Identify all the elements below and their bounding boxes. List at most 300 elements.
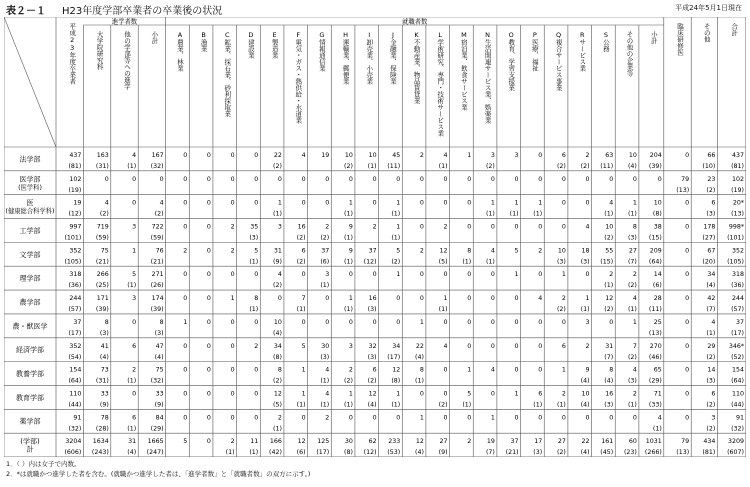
cell-value: 0 — [230, 199, 235, 207]
cell-value: 8 — [277, 366, 282, 374]
column-header: A農業、林業 — [175, 31, 184, 72]
cell-value: 1 — [230, 295, 235, 303]
cell-value: 2 — [443, 223, 448, 231]
cell-value: 3 — [277, 223, 282, 231]
cell-value: 3 — [325, 271, 330, 279]
cell-female-value: (12) — [68, 210, 82, 218]
cell-female-value: (1) — [249, 449, 259, 457]
cell-value: 19 — [321, 152, 330, 160]
cell-value: 27 — [557, 438, 566, 446]
cell-value: 37 — [321, 247, 330, 255]
cell-female-value: (7) — [485, 449, 495, 457]
footnote-1: 1．（ ）内は女子で内数。 — [6, 460, 81, 468]
cell-value: 10 — [273, 318, 282, 326]
cell-value: 346* — [728, 342, 744, 350]
row-label: 薬学部 — [19, 417, 41, 426]
cell-value: 0 — [609, 175, 614, 183]
cell-value: 0 — [538, 152, 543, 160]
cell-female-value: (2) — [154, 210, 164, 218]
cell-value: 0 — [230, 342, 235, 350]
cell-value: 0 — [685, 223, 690, 231]
cell-value: 2 — [585, 342, 590, 350]
cell-female-value: (3) — [604, 401, 614, 409]
cell-value: 14 — [707, 366, 716, 374]
cell-value: 8 — [467, 247, 472, 255]
cell-value: 0 — [183, 175, 188, 183]
cell-value: 0 — [230, 175, 235, 183]
cell-value: 6 — [132, 414, 137, 422]
column-header: P医療、福祉 — [530, 31, 539, 72]
cell-value: 0 — [254, 390, 259, 398]
cell-female-value: (3) — [533, 449, 543, 457]
cell-female-value: (1) — [391, 401, 401, 409]
cell-value: 722 — [151, 223, 164, 231]
cell-value: 4 — [711, 318, 716, 326]
cell-female-value: (2) — [604, 234, 614, 242]
footnotes — [6, 459, 310, 479]
column-header: F電気・ガス・熱供給・水道業 — [294, 31, 303, 124]
cell-value: 79 — [681, 438, 690, 446]
cell-value: 0 — [206, 414, 211, 422]
cell-value: 110 — [69, 390, 82, 398]
cell-value: 2 — [230, 223, 235, 231]
cell-female-value: (105) — [64, 258, 82, 266]
cell-female-value: (46) — [648, 353, 662, 361]
cell-value: 2 — [632, 271, 637, 279]
cell-value: 998* — [728, 223, 744, 231]
cell-value: 0 — [632, 175, 637, 183]
cell-value: 0 — [132, 390, 137, 398]
cell-value: 0 — [206, 152, 211, 160]
cell-value: 6 — [538, 390, 543, 398]
cell-female-value: (4) — [706, 282, 716, 290]
cell-female-value: (17) — [731, 329, 744, 337]
cell-value: 0 — [230, 152, 235, 160]
cell-value: 0 — [159, 175, 164, 183]
cell-value: 4 — [585, 223, 590, 231]
cell-value: 437 — [69, 152, 82, 160]
cell-female-value: (1) — [438, 306, 448, 314]
cell-female-value: (4) — [414, 449, 424, 457]
cell-value: 167 — [151, 152, 164, 160]
cell-value: 0 — [538, 366, 543, 374]
cell-value: 0 — [685, 390, 690, 398]
cell-female-value: (1) — [343, 234, 353, 242]
cell-value: 11 — [250, 438, 259, 446]
cell-female-value: (2) — [485, 162, 495, 170]
cell-female-value: (1) — [604, 282, 614, 290]
cell-female-value: (7) — [604, 353, 614, 361]
cell-value: 0 — [325, 295, 330, 303]
cell-female-value: (3) — [249, 234, 259, 242]
cell-value: 0 — [348, 414, 353, 422]
cell-value: 12 — [439, 247, 448, 255]
cell-value: 42 — [707, 295, 716, 303]
cell-female-value: (32) — [150, 162, 164, 170]
cell-value: 0 — [467, 271, 472, 279]
cell-female-value: (31) — [95, 162, 109, 170]
cell-value: 0 — [632, 414, 637, 422]
cell-female-value: (1) — [273, 210, 282, 218]
cell-female-value: (4) — [580, 377, 590, 385]
cell-female-value: (1) — [706, 329, 716, 337]
cell-value: 0 — [301, 318, 306, 326]
cell-value: 266 — [96, 271, 109, 279]
cell-value: 0 — [467, 342, 472, 350]
cell-value: 0 — [206, 295, 211, 303]
cell-female-value: (13) — [648, 329, 662, 337]
cell-value: 4 — [325, 390, 330, 398]
cell-female-value: (9) — [273, 258, 282, 266]
cell-female-value: (1) — [249, 306, 259, 314]
cell-value: 171 — [96, 295, 109, 303]
cell-value: 4 — [490, 247, 495, 255]
cell-value: 73 — [100, 366, 109, 374]
cell-value: 0 — [183, 199, 188, 207]
cell-value: 25 — [653, 318, 662, 326]
cell-female-value: (1) — [485, 210, 495, 218]
cell-value: 2 — [419, 247, 424, 255]
cell-value: 0 — [206, 438, 211, 446]
cell-female-value: (13) — [731, 210, 744, 218]
cell-value: 45 — [392, 152, 401, 160]
cell-value: 2 — [538, 247, 543, 255]
cell-value: 0 — [538, 318, 543, 326]
cell-value: 10 — [605, 223, 614, 231]
cell-female-value: (2) — [627, 353, 637, 361]
cell-value: 163 — [96, 152, 109, 160]
cell-value: 0 — [561, 175, 566, 183]
cell-value: 0 — [348, 271, 353, 279]
cell-female-value: (1) — [249, 258, 259, 266]
cell-value: 1 — [585, 295, 590, 303]
cell-value: 110 — [731, 390, 744, 398]
cell-value: 0 — [206, 318, 211, 326]
cell-female-value: (10) — [702, 162, 716, 170]
cell-value: 22 — [415, 342, 424, 350]
cell-value: 0 — [443, 366, 448, 374]
cell-value: 18 — [581, 247, 590, 255]
cell-female-value: (1) — [343, 210, 353, 218]
cell-female-value: (4) — [580, 401, 590, 409]
cell-value: 318 — [69, 271, 82, 279]
cell-value: 244 — [69, 295, 82, 303]
column-header: K不動産業、物品賃貸業 — [412, 31, 421, 104]
cell-value: 67 — [707, 247, 716, 255]
cell-value: 0 — [538, 414, 543, 422]
cell-value: 0 — [206, 390, 211, 398]
cell-value: 37 — [368, 247, 377, 255]
cell-female-value: (3) — [99, 329, 109, 337]
cell-value: 0 — [490, 318, 495, 326]
column-header: O教育、学習支援業 — [507, 31, 516, 91]
cell-value: 34 — [273, 342, 282, 350]
cell-value: 63 — [605, 152, 614, 160]
cell-value: 0 — [372, 318, 377, 326]
column-header: 他の学部等への進学 — [123, 31, 132, 90]
cell-value: 4 — [301, 152, 306, 160]
cell-value: 0 — [372, 414, 377, 422]
cell-female-value: (101) — [727, 234, 744, 242]
cell-female-value: (4) — [99, 353, 109, 361]
cell-value: 0 — [585, 199, 590, 207]
cell-female-value: (29) — [648, 377, 662, 385]
cell-value: 0 — [419, 390, 424, 398]
cell-female-value: (64) — [648, 258, 662, 266]
cell-value: 3 — [514, 152, 519, 160]
cell-value: 7 — [301, 295, 306, 303]
row-label: 経済学部 — [16, 346, 44, 355]
cell-female-value: (3) — [627, 234, 637, 242]
cell-value: 0 — [183, 152, 188, 160]
table-label: 表２－１ — [6, 6, 46, 17]
cell-female-value: (81) — [702, 449, 716, 457]
cell-value: 2 — [561, 295, 566, 303]
cell-female-value: (1) — [533, 401, 543, 409]
cell-value: 4 — [277, 271, 282, 279]
cell-value: 0 — [561, 199, 566, 207]
row-label: 農学部 — [19, 298, 41, 307]
cell-value: 27 — [628, 247, 637, 255]
cell-female-value: (606) — [64, 449, 82, 457]
row-label: 農・獣医学 — [12, 322, 48, 331]
cell-female-value: (2) — [627, 282, 637, 290]
cell-value: 20* — [732, 199, 744, 207]
cell-female-value: (3) — [706, 210, 716, 218]
cell-value: 0 — [538, 271, 543, 279]
cell-female-value: (28) — [95, 425, 109, 433]
cell-value: 9 — [585, 366, 590, 374]
cell-value: 0 — [206, 199, 211, 207]
cell-value: 4 — [657, 414, 662, 422]
cell-value: 0 — [443, 318, 448, 326]
cell-value: 0 — [490, 271, 495, 279]
cell-value: 0 — [443, 175, 448, 183]
cell-female-value: (247) — [146, 449, 164, 457]
cell-value: 14 — [653, 271, 662, 279]
cell-female-value: (2) — [320, 234, 330, 242]
column-header: H運輸業、郵便業 — [341, 31, 350, 85]
cell-female-value: (2) — [604, 306, 614, 314]
cell-value: 33 — [100, 390, 109, 398]
cell-value: 0 — [230, 414, 235, 422]
cell-value: 7 — [632, 342, 637, 350]
cell-female-value: (1) — [462, 401, 472, 409]
cell-female-value: (1) — [627, 306, 637, 314]
cell-value: 270 — [649, 342, 662, 350]
cell-value: 3 — [490, 152, 495, 160]
cell-female-value: (1) — [485, 258, 495, 266]
column-header: E製造業 — [270, 31, 279, 59]
cell-value: 0 — [372, 175, 377, 183]
cell-female-value: (13) — [676, 449, 690, 457]
cell-value: 31 — [128, 438, 137, 446]
cell-value: 102 — [731, 175, 744, 183]
cell-value: 29 — [707, 342, 716, 350]
cell-value: 55 — [605, 247, 614, 255]
cell-female-value: (1) — [127, 282, 137, 290]
cell-value: 352 — [69, 247, 82, 255]
cell-female-value: (32) — [150, 377, 164, 385]
cell-female-value: (2) — [99, 210, 109, 218]
cell-value: 0 — [301, 414, 306, 422]
cell-female-value: (31) — [95, 377, 109, 385]
cell-female-value: (13) — [676, 186, 690, 194]
cell-value: 0 — [467, 199, 472, 207]
cell-value: 0 — [206, 271, 211, 279]
cell-female-value: (20) — [702, 258, 716, 266]
cell-value: 0 — [561, 223, 566, 231]
column-header: Q複合サービス事業 — [554, 31, 563, 91]
cell-value: 4 — [132, 152, 137, 160]
title-bar — [4, 2, 746, 16]
cell-value: 154 — [69, 366, 82, 374]
cell-value: 27 — [439, 438, 448, 446]
cell-female-value: (4) — [414, 353, 424, 361]
cell-value: 2 — [632, 390, 637, 398]
cell-value: 2 — [325, 223, 330, 231]
cell-value: 0 — [372, 271, 377, 279]
column-header: L学術研究、専門・技術サービス業 — [436, 31, 445, 137]
cell-value: 2 — [609, 271, 614, 279]
cell-value: 1 — [419, 414, 424, 422]
cell-female-value: (5) — [438, 258, 448, 266]
cell-female-value: (1) — [580, 306, 590, 314]
cell-value: 1 — [183, 318, 188, 326]
cell-value: 9 — [348, 223, 353, 231]
cell-value: 0 — [396, 318, 401, 326]
cell-value: 0 — [538, 342, 543, 350]
cell-value: 997 — [69, 223, 82, 231]
cell-female-value: (42) — [268, 449, 282, 457]
cell-value: 2 — [348, 366, 353, 374]
cell-value: 161 — [601, 438, 614, 446]
cell-value: 1 — [396, 199, 401, 207]
column-header: 大学院研究科 — [95, 31, 104, 70]
cell-female-value: (15) — [648, 234, 662, 242]
cell-value: 0 — [419, 295, 424, 303]
cell-value: 3 — [711, 414, 716, 422]
cell-value: 62 — [368, 438, 377, 446]
cell-value: 0 — [490, 175, 495, 183]
cell-value: 1 — [277, 199, 282, 207]
cell-value: 8 — [104, 318, 109, 326]
cell-female-value: (44) — [68, 401, 82, 409]
cell-value: 0 — [183, 342, 188, 350]
cell-value: 1 — [348, 390, 353, 398]
cell-value: 1 — [632, 318, 637, 326]
cell-value: 1 — [467, 152, 472, 160]
cell-value: 10 — [368, 152, 377, 160]
column-header: N生活関連サービス業、娯楽業 — [483, 31, 492, 124]
cell-female-value: (2) — [706, 401, 716, 409]
cell-value: 0 — [685, 199, 690, 207]
cell-female-value: (9) — [438, 449, 448, 457]
cell-value: 5 — [467, 390, 472, 398]
cell-female-value: (12) — [363, 449, 377, 457]
cell-female-value: (26) — [150, 282, 164, 290]
cell-value: 2 — [585, 152, 590, 160]
cell-value: 352 — [731, 247, 744, 255]
cell-value: 0 — [183, 366, 188, 374]
cell-value: 0 — [538, 175, 543, 183]
cell-female-value: (4) — [273, 329, 282, 337]
cell-value: 2 — [230, 247, 235, 255]
cell-value: 23 — [707, 175, 716, 183]
cell-value: 8 — [419, 366, 424, 374]
column-header: B漁業 — [199, 31, 208, 52]
cell-value: 0 — [348, 318, 353, 326]
column-header: J金融業、保険業 — [388, 31, 397, 85]
cell-value: 1 — [538, 199, 543, 207]
cell-value: 0 — [396, 295, 401, 303]
cell-female-value: (53) — [387, 449, 401, 457]
cell-value: 19 — [73, 199, 82, 207]
column-header: C鉱業、採石業、砂利採取業 — [223, 31, 232, 117]
cell-female-value: (3) — [154, 329, 164, 337]
cell-value: 34 — [707, 271, 716, 279]
cell-female-value: (2) — [273, 162, 282, 170]
cell-value: 0 — [230, 318, 235, 326]
cell-female-value: (2) — [706, 353, 716, 361]
cell-value: 1 — [561, 271, 566, 279]
cell-value: 0 — [230, 390, 235, 398]
column-header: M宿泊業、飲食サービス業 — [459, 31, 468, 111]
row-label: (学部) — [20, 437, 40, 446]
cell-value: 0 — [561, 414, 566, 422]
cell-value: 0 — [585, 414, 590, 422]
cell-value: 0 — [443, 199, 448, 207]
cell-female-value: (1) — [509, 210, 519, 218]
cell-value: 1 — [396, 390, 401, 398]
cell-value: 5 — [254, 247, 259, 255]
column-header: G情報通信業 — [317, 31, 326, 72]
cell-female-value: (2) — [391, 258, 401, 266]
cell-female-value: (81) — [68, 162, 82, 170]
cell-value: 0 — [685, 366, 690, 374]
cell-value: 16 — [297, 223, 306, 231]
row-label: 工学部 — [19, 226, 41, 235]
cell-value: 0 — [348, 175, 353, 183]
cell-value: 1665 — [147, 438, 164, 446]
cell-female-value: (2) — [438, 401, 448, 409]
cell-value: 37 — [73, 318, 82, 326]
cell-female-value: (1) — [438, 162, 448, 170]
cell-value: 2 — [561, 390, 566, 398]
cell-value: 204 — [649, 152, 662, 160]
cell-female-value: (21) — [505, 449, 519, 457]
cell-female-value: (19) — [68, 186, 82, 194]
cell-value: 2 — [230, 438, 235, 446]
cell-value: 76 — [155, 247, 164, 255]
cell-value: 60 — [628, 438, 637, 446]
cell-female-value: (3) — [556, 258, 566, 266]
cell-value: 434 — [703, 438, 716, 446]
cell-value: 8 — [254, 295, 259, 303]
cell-value: 12 — [392, 366, 401, 374]
cell-female-value: (4) — [127, 449, 137, 457]
cell-value: 0 — [396, 414, 401, 422]
cell-female-value: (8) — [652, 210, 662, 218]
cell-value: 0 — [490, 295, 495, 303]
cell-female-value: (12) — [363, 258, 377, 266]
cell-female-value: (1) — [343, 306, 353, 314]
cell-value: 2 — [132, 366, 137, 374]
cell-value: 8 — [159, 318, 164, 326]
column-header: D建設業 — [246, 31, 255, 59]
row-sublabel: 計 — [26, 445, 34, 454]
cell-value: 91 — [735, 414, 744, 422]
